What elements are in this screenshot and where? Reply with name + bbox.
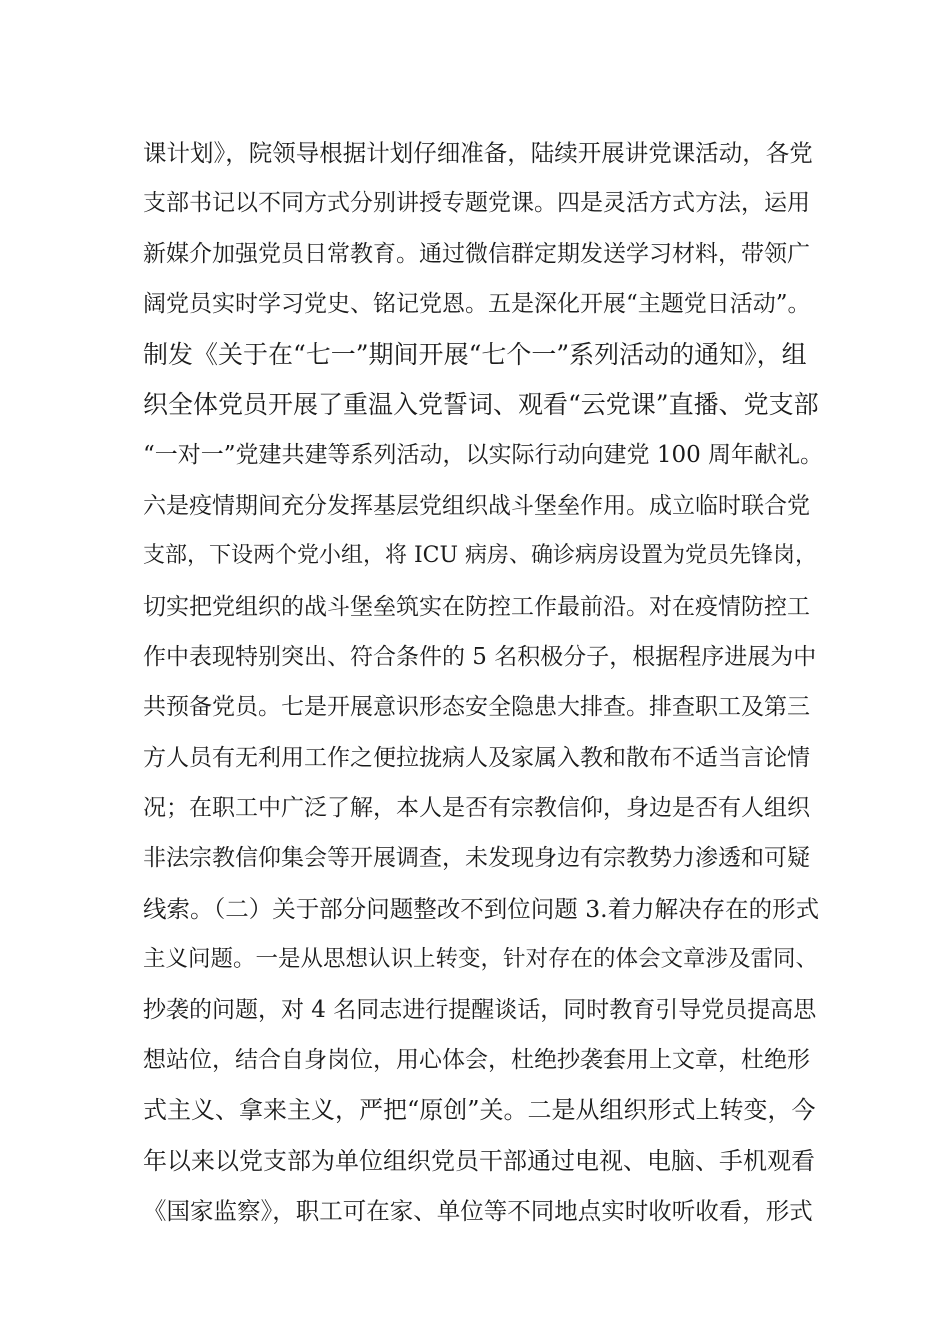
text-line: 六是疫情期间充分发挥基层党组织战斗堡垒作用。成立临时联合党 — [143, 492, 810, 519]
text-line: 作中表现特别突出、符合条件的 5 名积极分子，根据程序进展为中 — [143, 643, 817, 670]
text-line: 非法宗教信仰集会等开展调查，未发现身边有宗教势力渗透和可疑 — [143, 845, 810, 872]
text-line: 织全体党员开展了重温入党誓词、观看“云党课”直播、党支部 — [143, 389, 819, 419]
text-line: 支部书记以不同方式分别讲授专题党课。四是灵活方式方法，运用 — [143, 190, 810, 217]
body-text — [143, 128, 823, 1237]
text-line: 抄袭的问题，对 4 名同志进行提醒谈话，同时教育引导党员提高思 — [143, 996, 817, 1023]
text-line: 《国家监察》，职工可在家、单位等不同地点实时收听收看，形式 — [143, 1197, 813, 1226]
text-line: 新媒介加强党员日常教育。通过微信群定期发送学习材料，带领广 — [143, 240, 810, 267]
text-line: 共预备党员。七是开展意识形态安全隐患大排查。排查职工及第三 — [143, 694, 810, 721]
text-line: 线索。（二）关于部分问题整改不到位问题 3.着力解决存在的形式 — [143, 894, 820, 923]
text-line: 想站位，结合自身岗位，用心体会，杜绝抄袭套用上文章，杜绝形 — [143, 1047, 810, 1074]
text-line: 阔党员实时学习党史、铭记党恩。五是深化开展“主题党日活动”。 — [143, 291, 811, 318]
text-line: 切实把党组织的战斗堡垒筑实在防控工作最前沿。对在疫情防控工 — [143, 593, 810, 620]
text-line: 主义问题。一是从思想认识上转变，针对存在的体会文章涉及雷同、 — [143, 946, 819, 973]
text-line: “一对一”党建共建等系列活动，以实际行动向建党 100 周年献礼。 — [143, 442, 824, 469]
text-line: 方人员有无利用工作之便拉拢病人及家属入教和散布不适当言论情 — [143, 744, 810, 771]
text-line: 支部，下设两个党小组，将 ICU 病房、确诊病房设置为党员先锋岗， — [143, 543, 818, 569]
text-line: 课计划》，院领导根据计划仔细准备，陆续开展讲党课活动，各党 — [143, 139, 813, 167]
text-line: 式主义、拿来主义，严把“原创”关。二是从组织形式上转变，今 — [143, 1096, 816, 1125]
text-line: 制发《关于在“七一”期间开展“七个一”系列活动的通知》，组 — [143, 339, 807, 369]
text-line: 况；在职工中广泛了解，本人是否有宗教信仰，身边是否有人组织 — [143, 795, 810, 822]
text-line: 年以来以党支部为单位组织党员干部通过电视、电脑、手机观看 — [143, 1146, 815, 1175]
